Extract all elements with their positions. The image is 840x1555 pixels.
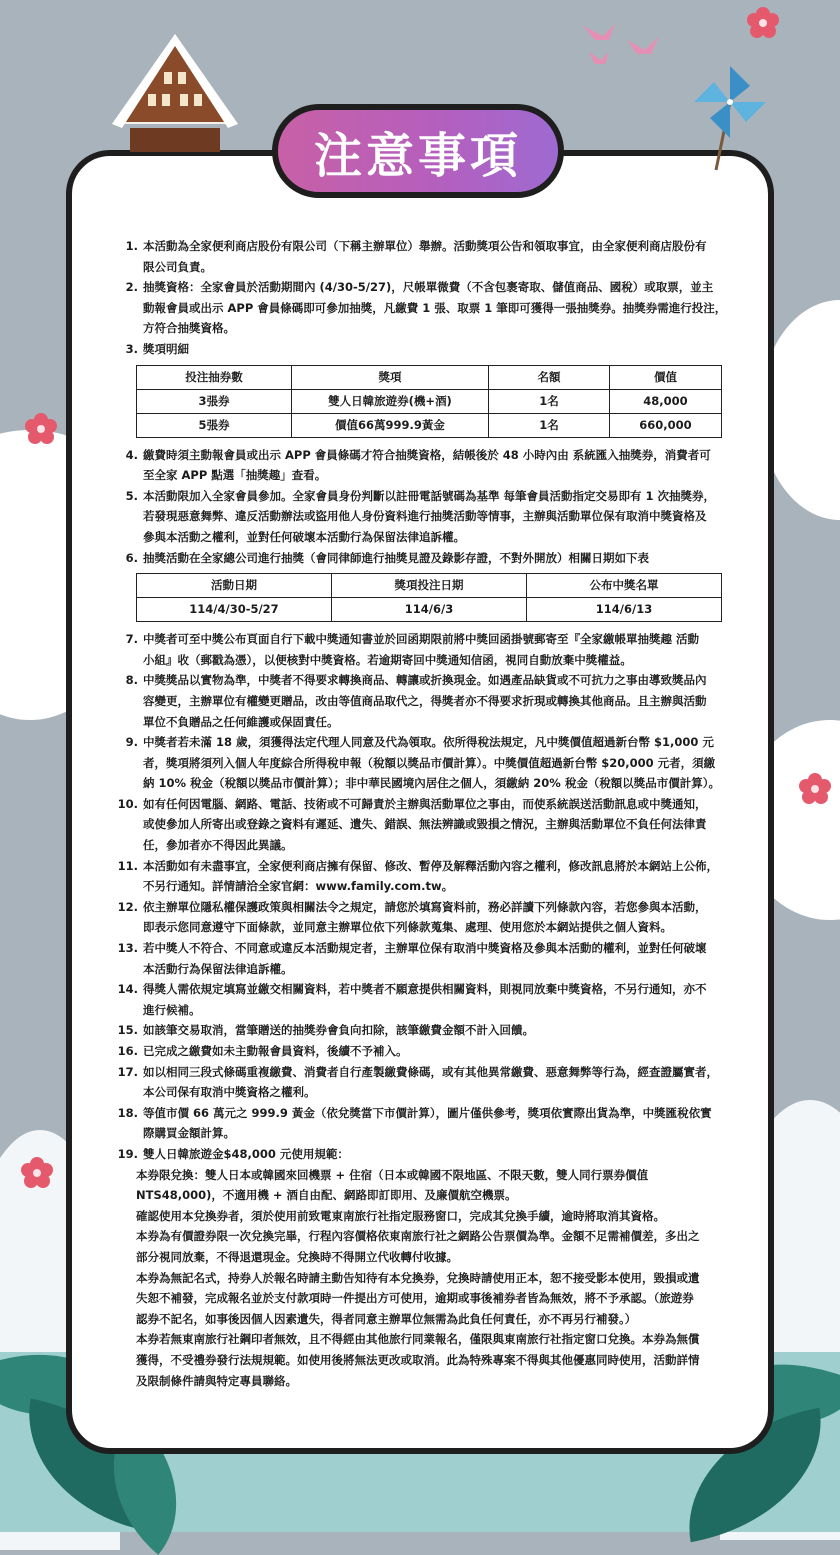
list-item [114, 445, 730, 486]
text-line: 等值市價 66 萬元之 999.9 黃金（依兌獎當下市價計算），圖片僅供參考，獎項依實際出貨為準，中獎匯稅依實 [143, 1105, 712, 1120]
text-line: 確認使用本兌換券者，須於使用前致電東南旅行社指定服務窗口，完成其兌換手續，逾時將取消其資格。 [136, 1208, 665, 1223]
table-row [137, 598, 722, 622]
text-line: 如有任何因電腦、網路、電話、技術或不可歸責於主辦與活動單位之事由，而使系統誤送活動訊息或中獎通知， [143, 796, 707, 811]
table-row [137, 413, 722, 437]
list-item [114, 938, 730, 979]
item-number: 3. [125, 341, 138, 356]
travel-rule [136, 1268, 730, 1330]
text-line: 不另行通知。詳情請洽全家官網：www.family.com.tw。 [143, 879, 454, 894]
item-text [143, 277, 730, 339]
text-line: 方符合抽獎資格。 [143, 321, 235, 336]
text-line: 小組』收（郵戳為憑），以便核對中獎資格。若逾期寄回中獎通知信函，視同自動放棄中獎權益。 [143, 652, 632, 667]
text-line: 抽獎資格：全家會員於活動期間內 (4/30-5/27)，尺帳單微費（不含包裹寄取、儲值商品、國稅）或取票，並主 [143, 280, 714, 295]
text-line: 本活動限加入全家會員參加。全家會員身份判斷以註冊電話號碼為基準 每筆會員活動指定交易即有 1 次抽獎券， [143, 488, 716, 503]
text-line: 抽獎活動在全家總公司進行抽獎（會同律師進行抽獎見證及錄影存證，不對外開放）相關日期如下表 [143, 550, 649, 565]
text-line: 如該筆交易取消，當筆贈送的抽獎券會負向扣除，該筆繳費金額不計入回饋。 [143, 1023, 534, 1038]
item-number: 11. [117, 858, 138, 873]
text-line: 本活動如有未盡事宜，全家便利商店擁有保留、修改、暫停及解釋活動內容之權利，修改訊息將於本網站上公佈， [143, 858, 718, 873]
text-line: 本券限兌換：雙人日本或韓國來回機票 + 住宿（日本或韓國不限地區、不限天數，雙人同行票券價值 [136, 1167, 649, 1182]
text-line: 認券不記名，如事後因個人因素遺失，得者同意主辦單位無需為此負任何責任，亦不再另行補發。） [136, 1311, 637, 1326]
travel-rules [114, 1165, 730, 1392]
prize-table [136, 365, 722, 438]
item-text [143, 1103, 730, 1144]
travel-rule [136, 1206, 730, 1227]
table-header-row [137, 365, 722, 389]
table-header: 名額 [489, 365, 610, 389]
text-line: 繳費時須主動報會員或出示 APP 會員條碼才符合抽獎資格，結帳後於 48 小時內由 系統匯入抽獎券，消費者可 [143, 447, 711, 462]
travel-rule [136, 1226, 730, 1267]
table-cell: 1名 [489, 413, 610, 437]
text-line: 本券為無記名式，持券人於報名時請主動告知待有本兌換券，兌換時請使用正本，恕不接受影本使用，毀損或遺 [136, 1270, 700, 1285]
text-line: 部分視同放棄，不得退還現金。兌換時不得開立代收轉付收據。 [136, 1249, 458, 1264]
table-cell: 114/6/3 [332, 598, 527, 622]
item-number: 17. [117, 1064, 138, 1079]
item-text [143, 445, 730, 486]
text-line: 者，獎項將須列入個人年度綜合所得稅申報（稅額以獎品市價計算）。中獎價值超過新台幣 $20,000 元者，須繳 [143, 755, 716, 770]
text-line: 得獎人需依規定填寫並繳交相關資料，若中獎者不願意提供相關資料，則視同放棄中獎資格，不另行通知，亦不 [143, 982, 707, 997]
item-number: 1. [125, 239, 138, 253]
travel-rule [136, 1329, 730, 1391]
item-number: 2. [125, 280, 138, 295]
text-line: 容變更，主辦單位有權變更贈品，改由等值商品取代之，得獎者亦不得要求折現或轉換其他商品。且主辦與活動 [143, 693, 707, 708]
item-text [143, 1062, 730, 1103]
list-item [114, 1144, 730, 1165]
item-number: 16. [117, 1044, 138, 1058]
text-line: 中獎獎品以實物為準，中獎者不得要求轉換商品、轉讓或折換現金。如遇產品缺貨或不可抗力之事由導致獎品內 [143, 673, 707, 688]
table-header: 獎項 [292, 365, 489, 389]
text-line: 已完成之繳費如未主動報會員資料，後續不予補入。 [143, 1044, 408, 1058]
text-line: 及限制條件請與特定專員聯絡。 [136, 1373, 297, 1388]
item-text [143, 629, 730, 670]
table-cell: 5張券 [137, 413, 292, 437]
item-text [143, 236, 730, 277]
item-number: 6. [125, 550, 138, 565]
house-icon [110, 32, 240, 152]
travel-rule [136, 1165, 730, 1206]
text-line: NTS48,000)，不適用機 + 酒自由配、網路即訂即用、及廉價航空機票。 [136, 1188, 517, 1203]
text-line: 際購買金額計算。 [143, 1126, 235, 1141]
text-line: 獲得，不受禮券發行法規規範。如使用後將無法更改或取消。此為特殊專案不得與其他優惠同時使用，活動詳情 [136, 1352, 700, 1367]
flower-icon [798, 772, 832, 806]
text-line: 本券若無東南旅行社鋼印者無效，且不得經由其他旅行同業報名，僅限與東南旅行社指定窗口兌換。本券為無償 [136, 1332, 700, 1347]
flower-icon [20, 1156, 54, 1190]
text-line: 動報會員或出示 APP 會員條碼即可參加抽獎，凡繳費 1 張、取票 1 筆即可獲得一張抽獎券。抽獎券需進行投注， [143, 300, 727, 315]
text-line: 如以相同三段式條碼重複繳費、消費者自行產製繳費條碼，或有其他異常繳費、惡意舞弊等行為，經查證屬實者， [143, 1064, 718, 1079]
table-cell: 114/4/30-5/27 [137, 598, 332, 622]
item-number: 18. [117, 1105, 138, 1120]
item-text [143, 979, 730, 1020]
item-number: 5. [125, 488, 138, 503]
item-text [143, 670, 730, 732]
item-number: 7. [125, 632, 138, 647]
page-title: 注意事項 [272, 104, 564, 198]
table-header: 公布中獎名單 [527, 574, 722, 598]
table-cell: 價值66萬999.9黃金 [292, 413, 489, 437]
text-line: 即表示您同意遵守下面條款，並同意主辦單位依下列條款蒐集、處理、使用您於本網站提供之個人資料。 [143, 920, 672, 935]
text-line: 中獎者可至中獎公布頁面自行下載中獎通知書並於回函期限前將中獎回函掛號郵寄至『全家繳帳單抽獎趣 活動 [143, 632, 699, 647]
table-header: 價值 [610, 365, 722, 389]
item-number: 15. [117, 1023, 138, 1038]
flower-icon [746, 6, 780, 40]
item-number: 10. [117, 796, 138, 811]
text-line: 本券為有價證券限一次兌換完畢，行程內容價格依東南旅行社之網路公告票價為準。金額不足需補價差，多出之 [136, 1229, 700, 1244]
list-item [114, 1041, 730, 1062]
list-item [114, 236, 730, 277]
list-item [114, 1103, 730, 1144]
birds-icon [575, 6, 675, 76]
text-line: 若發現惡意舞弊、違反活動辦法或盜用他人身份資料進行抽獎活動等情事，主辦與活動單位保有取消中獎資格及 [143, 509, 707, 524]
text-line: 依主辦單位隱私權保護政策與相關法令之規定，請您於填寫資料前，務必詳讀下列條款內容，若您參與本活動， [143, 899, 707, 914]
table-cell: 雙人日韓旅遊券(機+酒) [292, 389, 489, 413]
item-text [143, 794, 730, 856]
date-table [136, 573, 722, 622]
item-text [143, 856, 730, 897]
table-header: 活動日期 [137, 574, 332, 598]
table-cell: 3張券 [137, 389, 292, 413]
list-item [114, 548, 730, 569]
table-header: 投注抽券數 [137, 365, 292, 389]
text-line: 本活動為全家便利商店股份有限公司（下稱主辦單位）舉辦。活動獎項公告和領取事宜，由全家便利商店股份有 [143, 239, 707, 253]
list-item [114, 856, 730, 897]
flower-icon [24, 412, 58, 446]
text-line: 中獎者若未滿 18 歲，須獲得法定代理人同意及代為領取。依所得稅法規定，凡中獎價值超過新台幣 $1,000 元 [143, 735, 714, 750]
table-row [137, 389, 722, 413]
item-number: 4. [125, 447, 138, 462]
text-line: 進行候補。 [143, 1002, 201, 1017]
text-line: 參與本活動之權利，並對任何破壞本活動行為保留法律追訴權。 [143, 529, 465, 544]
table-header-row [137, 574, 722, 598]
text-line: 納 10% 稅金（稅額以獎品市價計算）；非中華民國境內居住之個人，須繳納 20% 稅金（稅額以獎品市價計算）。 [143, 776, 721, 791]
text-line: 失恕不補發，完成報名並於支付款項時一件提出方可使用，逾期或事後補券者皆為無效，將不予承認。（旅遊券 [136, 1291, 694, 1306]
list-item [114, 277, 730, 339]
text-line: 獎項明細 [143, 341, 189, 356]
table-cell: 1名 [489, 389, 610, 413]
list-item [114, 670, 730, 732]
item-number: 8. [125, 673, 138, 688]
notice-content [114, 236, 730, 1391]
item-text [143, 897, 730, 938]
item-number: 14. [117, 982, 138, 997]
table-cell: 48,000 [610, 389, 722, 413]
item-number: 13. [117, 941, 138, 956]
text-line: 雙人日韓旅遊金$48,000 元使用規範： [143, 1146, 349, 1161]
list-item [114, 629, 730, 670]
list-item [114, 897, 730, 938]
text-line: 若中獎人不符合、不同意或違反本活動規定者，主辦單位保有取消中獎資格及參與本活動的權利，並對任何破壞 [143, 941, 707, 956]
table-cell: 660,000 [610, 413, 722, 437]
item-text [143, 732, 730, 794]
text-line: 限公司負責。 [143, 259, 212, 274]
text-line: 本活動行為保留法律追訴權。 [143, 961, 293, 976]
list-item [114, 1020, 730, 1041]
item-number: 9. [125, 735, 138, 750]
table-header: 獎項投注日期 [332, 574, 527, 598]
item-number: 12. [117, 899, 138, 914]
list-item [114, 732, 730, 794]
list-item [114, 1062, 730, 1103]
list-item [114, 979, 730, 1020]
item-number: 19. [117, 1146, 138, 1161]
text-line: 本公司保有取消中獎資格之權利。 [143, 1085, 316, 1100]
list-item [114, 486, 730, 548]
item-text [143, 938, 730, 979]
pinwheel-icon [690, 62, 770, 172]
list-item [114, 339, 730, 360]
text-line: 或使參加人所寄出或登錄之資料有遲延、遺失、錯誤、無法辨識或毀損之情況，主辦與活動單位不負任何法律責 [143, 817, 707, 832]
list-item [114, 794, 730, 856]
text-line: 任，參加者亦不得因此異議。 [143, 838, 293, 853]
text-line: 單位不負贈品之任何維護或保固責任。 [143, 714, 339, 729]
text-line: 至全家 APP 點選「抽獎趣」查看。 [143, 468, 327, 483]
item-text [143, 486, 730, 548]
table-cell: 114/6/13 [527, 598, 722, 622]
